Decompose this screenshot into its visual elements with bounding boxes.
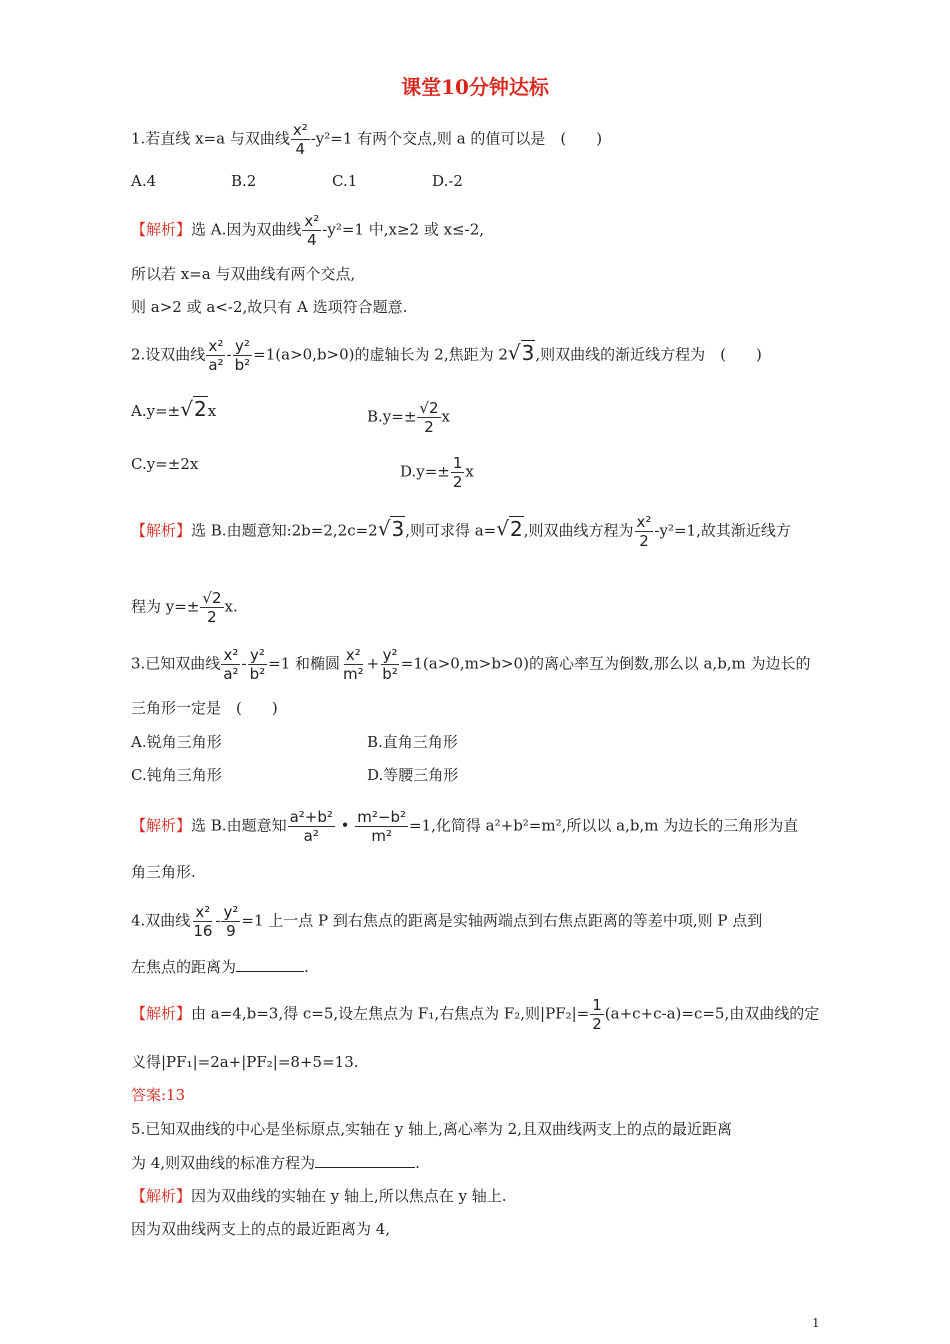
q2-option-c: C.y=±2x	[131, 455, 199, 473]
q3-stem: 3.已知双曲线 $\frac{\text{x²}}{\text{a²}}$ - $\frac{\text{y²}}{\text{b²}}$ =1 和椭圆 $\frac{\text{x²}}{\text{m²}}$ + $\frac{\text{y²}}{\text{b²}}$ =1(a>0,m>b>0)的离心率互为倒数,那么以 a,b,m 为边长的	[131, 646, 811, 683]
q5-solution: 【解析】因为双曲线的实轴在 y 轴上,所以焦点在 y 轴上.	[131, 1187, 507, 1205]
answer-blank	[315, 1153, 415, 1168]
q1-option-d: D.-2	[432, 172, 463, 190]
q3-option-a: A.锐角三角形	[131, 733, 222, 751]
q4-answer: 答案:13	[131, 1086, 186, 1104]
q4-solution-line2: 义得|PF₁|=2a+|PF₂|=8+5=13.	[131, 1053, 359, 1071]
q2-stem: 2.设双曲线 $\frac{\text{x²}}{\text{a²}}$ - $\frac{\text{y²}}{\text{b²}}$ =1(a>0,b>0)的虚轴长为 2,焦距为 2√3,则双曲线的渐近线方程为 ( )	[131, 337, 762, 374]
sqrt-3: √3	[507, 340, 535, 365]
q1-solution: 【解析】选 A.因为双曲线 $\frac{\text{x²}}{4}$ -y²=1 中,x≥2 或 x≤-2,	[131, 212, 485, 249]
analysis-tag: 【解析】	[131, 220, 192, 239]
q3-option-d: D.等腰三角形	[367, 766, 459, 784]
q4-stem: 4.双曲线 $\frac{\text{x²}}{16}$ - $\frac{\text{y²}}{9}$ =1 上一点 P 到右焦点的距离是实轴两端点到右焦点距离的等差中项,则 P 点到	[131, 903, 763, 940]
q3-option-c: C.钝角三角形	[131, 766, 222, 784]
q1-stem: 1.若直线 x=a 与双曲线 $\frac{\text{x²}}{4}$ -y²=1 有两个交点,则 a 的值可以是 ( )	[131, 121, 603, 158]
q2-option-b: B.y=± $\frac{√2}{2}$ x	[367, 399, 450, 436]
q5-stem: 5.已知双曲线的中心是坐标原点,实轴在 y 轴上,离心率为 2,且双曲线两支上的点的最近距离	[131, 1120, 732, 1138]
q1-solution-line2: 所以若 x=a 与双曲线有两个交点,	[131, 265, 356, 283]
q4-solution: 【解析】由 a=4,b=3,得 c=5,设左焦点为 F₁,右焦点为 F₂,则|PF₂|= $\frac{1}{2}$ (a+c+c-a)=c=5,由双曲线的定	[131, 996, 820, 1033]
page-title: 课堂10分钟达标	[401, 75, 549, 99]
q3-option-b: B.直角三角形	[367, 733, 458, 751]
q4-stem-line2: 左焦点的距离为 .	[131, 958, 309, 976]
q2-option-a: A.y=±√2x	[131, 397, 217, 421]
q1-option-b: B.2	[231, 172, 257, 190]
q2-solution: 【解析】选 B.由题意知:2b=2,2c=2√3,则可求得 a=√2,则双曲线方程为 $\frac{\text{x²}}{2}$ -y²=1,故其渐近线方	[131, 513, 791, 550]
page-number: 1	[812, 1316, 820, 1330]
q3-solution: 【解析】选 B.由题意知 $\frac{\text{a²+b²}}{\text{a²}}$ • $\frac{\text{m²−b²}}{\text{m²}}$ =1,化简得 a²+b²=m²,所以以 a,b,m 为边长的三角形为直	[131, 808, 799, 845]
q1-solution-line3: 则 a>2 或 a<-2,故只有 A 选项符合题意.	[131, 298, 408, 316]
q5-solution-line2: 因为双曲线两支上的点的最近距离为 4,	[131, 1220, 391, 1238]
q3-solution-line2: 角三角形.	[131, 863, 196, 881]
q3-stem-line2: 三角形一定是 ( )	[131, 699, 278, 717]
answer-blank	[236, 957, 304, 972]
q1-option-c: C.1	[332, 172, 358, 190]
q2-solution-line2: 程为 y=± $\frac{√2}{2}$ x.	[131, 589, 238, 626]
fraction: $\frac{\text{x²}}{4}$	[292, 121, 308, 158]
q1-option-a: A.4	[131, 172, 157, 190]
q5-stem-line2: 为 4,则双曲线的标准方程为 .	[131, 1154, 420, 1172]
q2-option-d: D.y=± $\frac{1}{2}$ x	[400, 454, 474, 491]
